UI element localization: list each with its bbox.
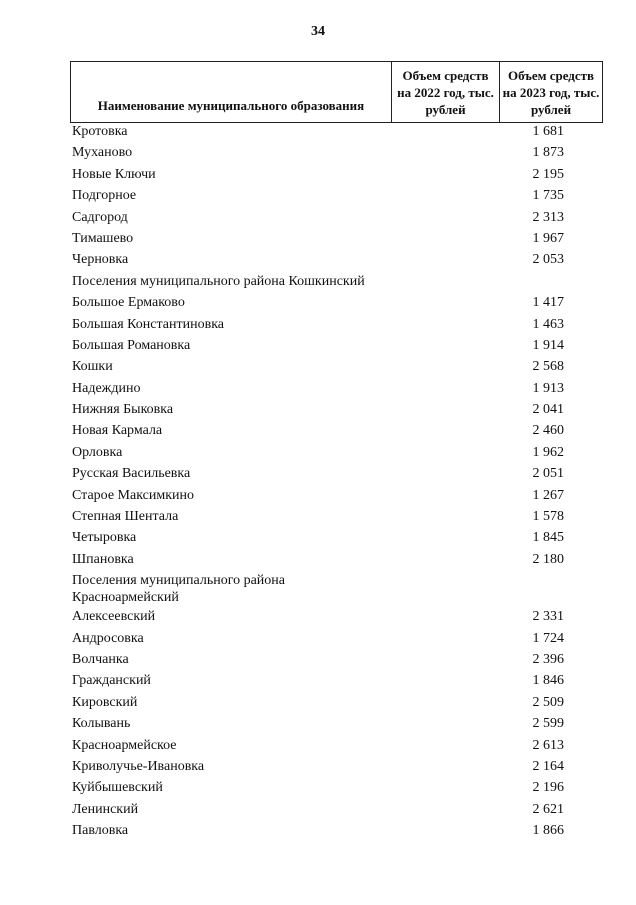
value-2023: 1 417: [532, 295, 564, 311]
table-row: [72, 777, 592, 798]
municipality-name: Русская Васильевка: [72, 466, 191, 482]
value-2023: 1 866: [532, 823, 564, 839]
municipality-name: Андросовка: [72, 630, 144, 646]
value-2023: 2 164: [532, 758, 564, 774]
table-row: [72, 670, 592, 691]
municipality-name: Волчанка: [72, 651, 129, 667]
section-title: Поселения муниципального района Кошкинский: [72, 273, 365, 289]
municipality-name: Красноармейское: [72, 737, 177, 753]
value-2023: 1 463: [532, 316, 564, 332]
table-row: [72, 228, 592, 249]
municipality-name: Большая Романовка: [72, 337, 191, 353]
value-2023: 2 599: [532, 716, 564, 732]
municipality-name: Черновка: [72, 252, 129, 268]
municipality-name: Большая Константиновка: [72, 316, 225, 332]
value-2023: 2 041: [532, 402, 564, 418]
table-row: [72, 399, 592, 420]
table-body: [72, 121, 592, 842]
value-2023: 2 053: [532, 252, 564, 268]
table-row: [72, 527, 592, 548]
table-row: [72, 185, 592, 206]
municipality-name: Муханово: [72, 145, 133, 161]
municipality-name: Новые Ключи: [72, 166, 156, 182]
value-2023: 1 845: [532, 530, 564, 546]
header-2022: Объем средств на 2022 год, тыс. рублей: [392, 62, 500, 123]
table-row: [72, 356, 592, 377]
table-row: [72, 756, 592, 777]
value-2023: 2 195: [532, 166, 564, 182]
value-2023: 2 196: [532, 780, 564, 796]
municipality-name: Ленинский: [72, 801, 139, 817]
value-2023: 2 313: [532, 209, 564, 225]
value-2023: 1 735: [532, 188, 564, 204]
municipality-name: Старое Максимкино: [72, 487, 195, 503]
municipality-name: Колывань: [72, 716, 131, 732]
table-row: [72, 335, 592, 356]
municipality-name: Четыровка: [72, 530, 137, 546]
value-2023: 2 460: [532, 423, 564, 439]
section-row: [72, 271, 592, 292]
value-2023: 1 578: [532, 509, 564, 525]
table-row: [72, 820, 592, 841]
table-header: [70, 61, 603, 123]
header-2023: Объем средств на 2023 год, тыс. рублей: [500, 62, 603, 123]
table-row: [72, 799, 592, 820]
table-row: [72, 649, 592, 670]
municipality-name: Гражданский: [72, 673, 151, 689]
value-2023: 1 962: [532, 444, 564, 460]
table-row: [72, 314, 592, 335]
municipality-name: Шпановка: [72, 551, 134, 567]
section-title: Поселения муниципального района Красноармейский: [72, 573, 286, 606]
table-row: [72, 606, 592, 627]
value-2023: 1 724: [532, 630, 564, 646]
table-row: [72, 713, 592, 734]
value-2023: 1 681: [532, 124, 564, 139]
table-row: [72, 207, 592, 228]
value-2023: 1 913: [532, 380, 564, 396]
value-2023: 2 051: [532, 466, 564, 482]
municipality-name: Степная Шентала: [72, 509, 179, 525]
value-2023: 2 331: [532, 609, 564, 625]
table-row: [72, 442, 592, 463]
value-2023: 1 967: [532, 230, 564, 246]
table-row: [72, 735, 592, 756]
table-row: [72, 121, 592, 142]
municipality-name: Криволучье-Ивановка: [72, 758, 205, 774]
municipality-name: Садгород: [72, 209, 128, 225]
value-2023: 1 873: [532, 145, 564, 161]
table-row: [72, 485, 592, 506]
municipality-name: Орловка: [72, 444, 123, 460]
table-row: [72, 249, 592, 270]
value-2023: 2 396: [532, 651, 564, 667]
municipality-name: Павловка: [72, 823, 129, 839]
value-2023: 2 180: [532, 551, 564, 567]
table-row: [72, 142, 592, 163]
value-2023: 1 846: [532, 673, 564, 689]
table-row: [72, 506, 592, 527]
value-2023: 1 914: [532, 337, 564, 353]
table-row: [72, 628, 592, 649]
table-row: [72, 549, 592, 570]
value-2023: 2 509: [532, 694, 564, 710]
table-row: [72, 164, 592, 185]
municipality-name: Нижняя Быковка: [72, 402, 174, 418]
municipality-name: Алексеевский: [72, 609, 156, 625]
table-row: [72, 463, 592, 484]
municipality-name: Новая Кармала: [72, 423, 163, 439]
table-row: [72, 692, 592, 713]
municipality-name: Кошки: [72, 359, 113, 375]
municipality-name: Надеждино: [72, 380, 141, 396]
municipality-name: Кротовка: [72, 124, 128, 139]
value-2023: 2 568: [532, 359, 564, 375]
value-2023: 2 613: [532, 737, 564, 753]
municipality-name: Подгорное: [72, 188, 137, 204]
value-2023: 1 267: [532, 487, 564, 503]
header-name: Наименование муниципального образования: [71, 62, 392, 123]
municipality-name: Куйбышевский: [72, 780, 163, 796]
value-2023: 2 621: [532, 801, 564, 817]
table-row: [72, 420, 592, 441]
section-row: [72, 570, 592, 606]
municipality-name: Кировский: [72, 694, 138, 710]
page-number: 34: [311, 24, 325, 39]
table-row: [72, 292, 592, 313]
municipality-name: Тимашево: [72, 230, 134, 246]
table-row: [72, 378, 592, 399]
municipality-name: Большое Ермаково: [72, 295, 185, 311]
